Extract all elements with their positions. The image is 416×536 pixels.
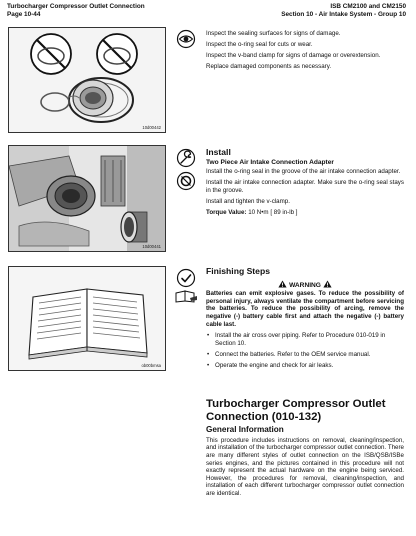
install-step: Install the o-ring seal in the groove of the air intake connection adapter. bbox=[206, 168, 401, 176]
inspect-steps bbox=[206, 30, 404, 74]
inspect-step: Inspect the o-ring seal for cuts or wear. bbox=[206, 40, 313, 48]
oring-illustration bbox=[9, 28, 166, 133]
figure-adapter-installation bbox=[8, 145, 166, 252]
clamp-icon bbox=[176, 171, 196, 191]
figure-oring-inspection bbox=[8, 27, 166, 133]
finishing-heading: Finishing Steps bbox=[206, 266, 270, 276]
install-heading: Install bbox=[206, 147, 231, 157]
install-step: Install the air intake connection adapter. Make sure the o-ring seal stays in the groove. bbox=[206, 179, 404, 194]
header-engine-model: ISB CM2100 and CM2150 bbox=[330, 3, 406, 10]
install-subheading: Two Piece Air Intake Connection Adapter bbox=[206, 158, 334, 166]
book-hand-icon bbox=[174, 289, 198, 303]
finishing-section bbox=[206, 268, 404, 373]
header-section: Section 10 - Air Intake System - Group 10 bbox=[281, 10, 406, 18]
general-info-body: This procedure includes instructions on removal, cleaning/inspection, and installation of the turbocharger compressor outlet connection. There are many different styles of outlet connection on the ISB/QSB/ISBe series engines, and the pictures contained in this procedure will not exactly represent the actual hardware on the engine being serviced. However, the procedures for removal, cleaning/inspection, and installation of each different turbocharger compressor outlet connection are identical. bbox=[206, 436, 404, 497]
warning-title bbox=[206, 280, 404, 290]
figure-id: 10d00442 bbox=[142, 125, 161, 130]
header-left bbox=[7, 3, 145, 18]
warning-triangle-icon bbox=[278, 280, 287, 288]
procedure-section bbox=[206, 398, 404, 501]
figure-id: ob00bmsa bbox=[141, 363, 161, 368]
inspect-eye-icon bbox=[176, 29, 196, 49]
inspect-step: Inspect the v-band clamp for signs of damage or overextension. bbox=[206, 51, 381, 59]
finishing-bullet: • Operate the engine and check for air leaks. bbox=[206, 362, 404, 370]
figure-id: 10d00441 bbox=[142, 244, 161, 249]
warning-label: WARNING bbox=[289, 281, 321, 289]
install-section bbox=[206, 149, 404, 220]
figure-service-manual bbox=[8, 266, 166, 371]
warning-triangle-icon bbox=[323, 280, 332, 288]
inspect-step: Inspect the sealing surfaces for signs of damage. bbox=[206, 30, 341, 37]
install-step: Install and tighten the v-clamp. bbox=[206, 197, 290, 205]
finishing-bullet: • Install the air cross over piping. Refer to Procedure 010-019 in Section 10. bbox=[206, 332, 404, 347]
finishing-bullet: • Connect the batteries. Refer to the OEM service manual. bbox=[206, 351, 404, 359]
header-page-number: Page 10-44 bbox=[7, 10, 41, 18]
torque-value: 10 N•m bbox=[248, 208, 269, 216]
engine-adapter-illustration bbox=[9, 146, 166, 252]
torque-alt: [ 89 in-lb ] bbox=[270, 208, 298, 216]
torque-label: Torque Value: bbox=[206, 208, 247, 216]
general-info-heading: General Information bbox=[206, 425, 284, 435]
inspect-step: Replace damaged components as necessary. bbox=[206, 62, 332, 70]
header-right bbox=[281, 3, 406, 18]
warning-text: Batteries can emit explosive gases. To reduce the possibility of personal injury, always ventilate the compartment before servicing the batteries. To reduce the possibility of arcing, remove the negative (-) battery cable first and attach the negative (-) battery cable last. bbox=[206, 290, 404, 328]
open-book-illustration bbox=[9, 267, 166, 371]
finishing-icon bbox=[176, 268, 196, 288]
procedure-title: Turbocharger Compressor Outlet Connection (010-132) bbox=[206, 398, 386, 423]
header-doc-title: Turbocharger Compressor Outlet Connection bbox=[7, 3, 145, 10]
wrench-icon bbox=[176, 148, 196, 168]
torque-spec bbox=[206, 209, 404, 217]
